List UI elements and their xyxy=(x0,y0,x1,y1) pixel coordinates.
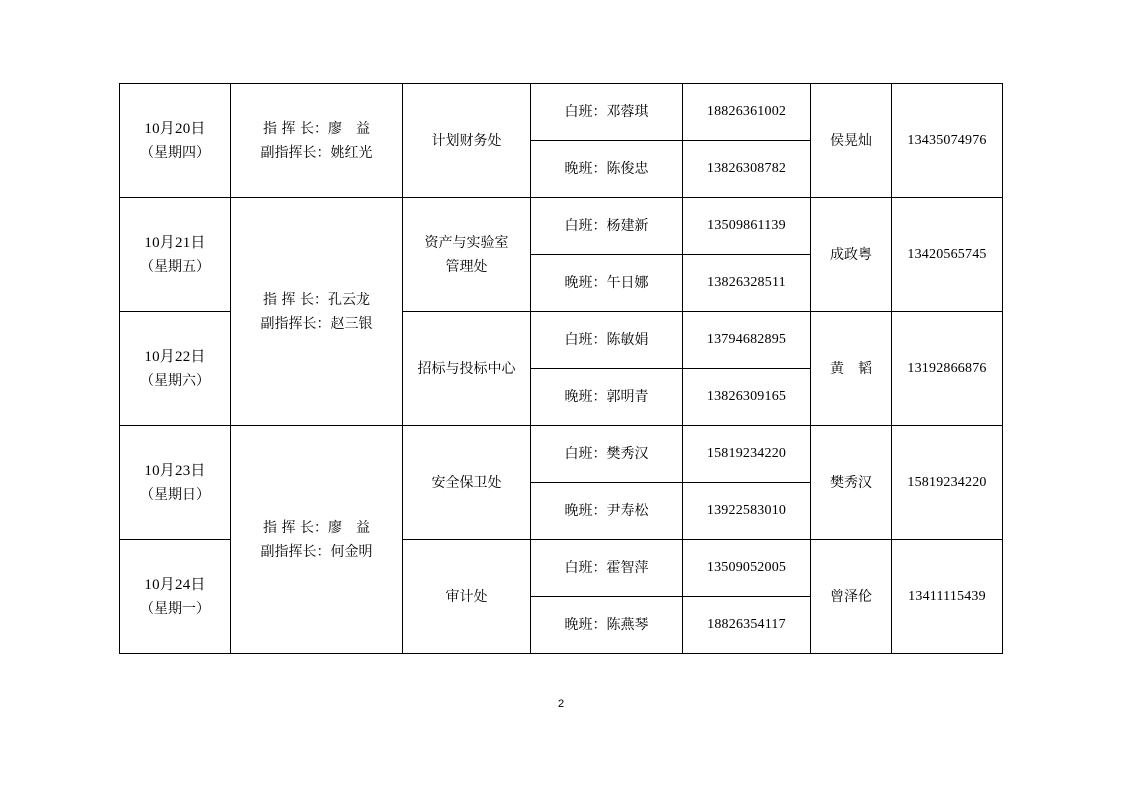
day-shift-phone: 18826361002 xyxy=(683,84,811,141)
deputy-commander-text: 副指挥长：赵三银 xyxy=(260,315,373,332)
date-text: 10月21日 xyxy=(144,234,206,251)
department-text: 安全保卫处 xyxy=(431,474,502,491)
department-text: 计划财务处 xyxy=(431,132,502,149)
night-shift-phone: 13826308782 xyxy=(683,141,811,198)
date-cell xyxy=(120,312,231,426)
leader-cell: 黄 韬 xyxy=(811,312,892,426)
page-number: 2 xyxy=(557,698,565,710)
night-shift-cell: 晚班：尹寿松 xyxy=(531,483,683,540)
date-text: 10月23日 xyxy=(144,462,206,479)
leader-phone: 13192866876 xyxy=(892,312,1003,426)
leader-phone: 13420565745 xyxy=(892,198,1003,312)
duty-roster-table xyxy=(119,83,1003,654)
weekday-text: （星期日） xyxy=(140,486,210,503)
night-shift-phone: 13826309165 xyxy=(683,369,811,426)
date-cell xyxy=(120,84,231,198)
department-text: 招标与投标中心 xyxy=(417,360,516,377)
commander-text: 指 挥 长：孔云龙 xyxy=(263,291,370,308)
department-cell xyxy=(403,84,531,198)
date-text: 10月24日 xyxy=(144,576,206,593)
day-shift-phone: 15819234220 xyxy=(683,426,811,483)
department-cell xyxy=(403,426,531,540)
table-row xyxy=(120,84,1003,141)
weekday-text: （星期五） xyxy=(140,258,210,275)
date-text: 10月22日 xyxy=(144,348,206,365)
commander-cell xyxy=(231,426,403,654)
department-cell xyxy=(403,312,531,426)
table-row xyxy=(120,198,1003,255)
department-cell xyxy=(403,198,531,312)
night-shift-cell: 晚班：陈燕琴 xyxy=(531,597,683,654)
commander-text: 指 挥 长：廖 益 xyxy=(263,519,370,536)
date-text: 10月20日 xyxy=(144,120,206,137)
weekday-text: （星期四） xyxy=(140,144,210,161)
night-shift-phone: 13826328511 xyxy=(683,255,811,312)
commander-cell xyxy=(231,198,403,426)
day-shift-cell: 白班：樊秀汉 xyxy=(531,426,683,483)
day-shift-cell: 白班：霍智萍 xyxy=(531,540,683,597)
department-text: 审计处 xyxy=(445,588,488,605)
leader-cell: 侯晃灿 xyxy=(811,84,892,198)
date-cell xyxy=(120,540,231,654)
deputy-commander-text: 副指挥长：姚红光 xyxy=(260,144,373,161)
night-shift-phone: 13922583010 xyxy=(683,483,811,540)
deputy-commander-text: 副指挥长：何金明 xyxy=(260,543,373,560)
leader-cell: 樊秀汉 xyxy=(811,426,892,540)
date-cell xyxy=(120,426,231,540)
leader-cell: 曾泽伦 xyxy=(811,540,892,654)
day-shift-phone: 13794682895 xyxy=(683,312,811,369)
leader-phone: 13435074976 xyxy=(892,84,1003,198)
day-shift-cell: 白班：陈敏娟 xyxy=(531,312,683,369)
day-shift-phone: 13509052005 xyxy=(683,540,811,597)
night-shift-cell: 晚班：郭明青 xyxy=(531,369,683,426)
department-cell xyxy=(403,540,531,654)
table-row xyxy=(120,426,1003,483)
night-shift-cell: 晚班：陈俊忠 xyxy=(531,141,683,198)
night-shift-cell: 晚班：午日娜 xyxy=(531,255,683,312)
night-shift-phone: 18826354117 xyxy=(683,597,811,654)
day-shift-cell: 白班：杨建新 xyxy=(531,198,683,255)
leader-phone: 15819234220 xyxy=(892,426,1003,540)
department-text: 资产与实验室 xyxy=(424,234,509,251)
day-shift-cell: 白班：邓蓉琪 xyxy=(531,84,683,141)
date-cell xyxy=(120,198,231,312)
commander-cell xyxy=(231,84,403,198)
weekday-text: （星期六） xyxy=(140,372,210,389)
day-shift-phone: 13509861139 xyxy=(683,198,811,255)
commander-text: 指 挥 长：廖 益 xyxy=(263,120,370,137)
weekday-text: （星期一） xyxy=(140,600,210,617)
leader-cell: 成政粤 xyxy=(811,198,892,312)
leader-phone: 13411115439 xyxy=(892,540,1003,654)
department-text: 管理处 xyxy=(445,258,488,275)
